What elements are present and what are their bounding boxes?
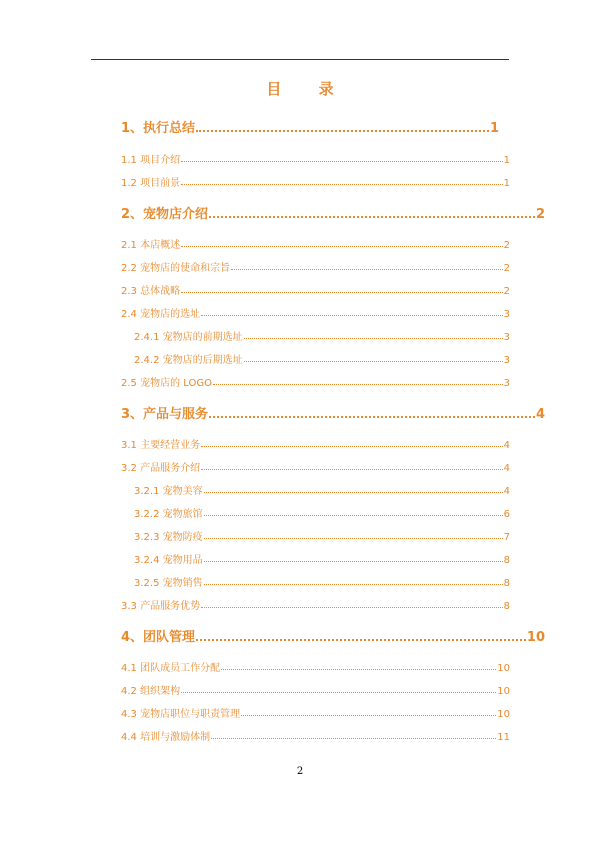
- toc-entry-label: 3.2.4 宠物用品: [134, 555, 203, 566]
- toc-entry-label: 2.4.2 宠物店的后期选址: [134, 355, 243, 366]
- toc-entry-label: 2.4 宠物店的选址: [121, 309, 201, 320]
- toc-entry-label: 4、团队管理: [121, 630, 196, 645]
- toc-entry-page: 3: [503, 378, 510, 389]
- toc-entry-page: 6: [503, 509, 510, 520]
- toc-entry-3-1[interactable]: [121, 436, 510, 451]
- dot-leader: [181, 292, 503, 293]
- toc-entry-label: 3.3 产品服务优势: [121, 601, 201, 612]
- toc-entry-4-1[interactable]: [121, 659, 510, 674]
- toc-entry-page: 7: [503, 532, 510, 543]
- toc-entry-label: 4.4 培训与激励体制: [121, 732, 211, 743]
- toc-entry-page: 2: [535, 207, 545, 222]
- toc-entry-3-2-2[interactable]: [134, 505, 510, 520]
- toc-entry-page: 3: [503, 332, 510, 343]
- toc-entry-section-1[interactable]: [121, 117, 499, 136]
- dot-leader: [244, 361, 503, 362]
- toc-entry-section-4[interactable]: [121, 626, 545, 645]
- toc-entry-page: 2: [503, 286, 510, 297]
- toc-entry-page: 3: [503, 355, 510, 366]
- dot-leader: [201, 446, 503, 447]
- toc-entry-2-5[interactable]: [121, 374, 510, 389]
- toc-entry-section-3[interactable]: [121, 403, 545, 422]
- toc-entry-3-2-1[interactable]: [134, 482, 510, 497]
- dot-leader: [204, 584, 503, 585]
- toc-entry-page: 10: [497, 663, 510, 674]
- toc-entry-page: 8: [503, 601, 510, 612]
- toc-entry-3-2-4[interactable]: [134, 551, 510, 566]
- toc-entry-label: 1.1 项目介绍: [121, 155, 181, 166]
- toc-entry-label: 2.2 宠物店的使命和宗旨: [121, 263, 231, 274]
- dot-leader: [181, 246, 503, 247]
- toc-entry-page: 1: [489, 121, 499, 136]
- toc-entry-1-2[interactable]: [121, 174, 510, 189]
- dot-leader: [204, 492, 503, 493]
- toc-entry-label: 2、宠物店介绍: [121, 207, 209, 222]
- toc-entry-label: 4.2 组织架构: [121, 686, 181, 697]
- dot-leader: [181, 184, 503, 185]
- toc-entry-page: 2: [503, 263, 510, 274]
- toc-entry-3-2-3[interactable]: [134, 528, 510, 543]
- dot-leader: [196, 639, 526, 641]
- toc-entry-page: 8: [503, 555, 510, 566]
- toc-entry-page: 10: [526, 630, 545, 645]
- toc-entry-page: 2: [503, 240, 510, 251]
- dot-leader: [201, 469, 503, 470]
- dot-leader: [231, 269, 503, 270]
- toc-entry-2-4[interactable]: [121, 305, 510, 320]
- toc-entry-2-2[interactable]: [121, 259, 510, 274]
- dot-leader: [204, 515, 503, 516]
- toc-entry-page: 1: [503, 155, 510, 166]
- dot-leader: [241, 715, 496, 716]
- toc-entry-3-2-5[interactable]: [134, 574, 510, 589]
- toc-entry-label: 2.4.1 宠物店的前期选址: [134, 332, 243, 343]
- dot-leader: [201, 607, 503, 608]
- dot-leader: [209, 216, 535, 218]
- toc-entry-label: 3.2.2 宠物旅馆: [134, 509, 203, 520]
- dot-leader: [244, 338, 503, 339]
- toc-entry-section-2[interactable]: [121, 203, 545, 222]
- toc-entry-label: 2.1 本店概述: [121, 240, 181, 251]
- dot-leader: [201, 315, 503, 316]
- toc-entry-page: 4: [503, 440, 510, 451]
- dot-leader: [209, 416, 535, 418]
- toc-entry-page: 4: [503, 463, 510, 474]
- toc-entry-label: 1.2 项目前景: [121, 178, 181, 189]
- dot-leader: [211, 738, 496, 739]
- toc-title: 目 录: [266, 80, 350, 98]
- dot-leader: [204, 538, 503, 539]
- dot-leader: [221, 669, 496, 670]
- toc-entry-label: 4.3 宠物店职位与职责管理: [121, 709, 241, 720]
- toc-entry-page: 8: [503, 578, 510, 589]
- toc-entry-page: 10: [497, 709, 510, 720]
- toc-entry-label: 3.2.3 宠物防疫: [134, 532, 203, 543]
- toc-entry-1-1[interactable]: [121, 151, 510, 166]
- toc-entry-3-3[interactable]: [121, 597, 510, 612]
- toc-entry-label: 3.2 产品服务介绍: [121, 463, 201, 474]
- toc-entry-page: 4: [503, 486, 510, 497]
- toc-entry-2-4-1[interactable]: [134, 328, 510, 343]
- toc-entry-label: 4.1 团队成员工作分配: [121, 663, 221, 674]
- toc-entry-3-2[interactable]: [121, 459, 510, 474]
- toc-entry-4-2[interactable]: [121, 682, 510, 697]
- page-number: 2: [296, 766, 304, 777]
- toc-entry-4-4[interactable]: [121, 728, 510, 743]
- toc-entry-label: 1、执行总结: [121, 121, 196, 136]
- toc-entry-page: 4: [535, 407, 545, 422]
- toc-entry-2-3[interactable]: [121, 282, 510, 297]
- toc-entry-page: 3: [503, 309, 510, 320]
- toc-entry-4-3[interactable]: [121, 705, 510, 720]
- toc-entry-label: 3.2.5 宠物销售: [134, 578, 203, 589]
- dot-leader: [196, 130, 489, 132]
- toc-entry-2-4-2[interactable]: [134, 351, 510, 366]
- toc-entry-page: 10: [497, 686, 510, 697]
- toc-entry-page: 11: [497, 732, 510, 743]
- toc-entry-label: 3、产品与服务: [121, 407, 209, 422]
- toc-entry-label: 2.3 总体战略: [121, 286, 181, 297]
- toc-entry-page: 1: [503, 178, 510, 189]
- toc-entry-label: 3.2.1 宠物美容: [134, 486, 203, 497]
- toc-entry-label: 3.1 主要经营业务: [121, 440, 201, 451]
- dot-leader: [213, 384, 503, 385]
- toc-entry-label: 2.5 宠物店的 LOGO: [121, 378, 212, 389]
- dot-leader: [204, 561, 503, 562]
- dot-leader: [181, 692, 496, 693]
- dot-leader: [181, 161, 503, 162]
- toc-entry-2-1[interactable]: [121, 236, 510, 251]
